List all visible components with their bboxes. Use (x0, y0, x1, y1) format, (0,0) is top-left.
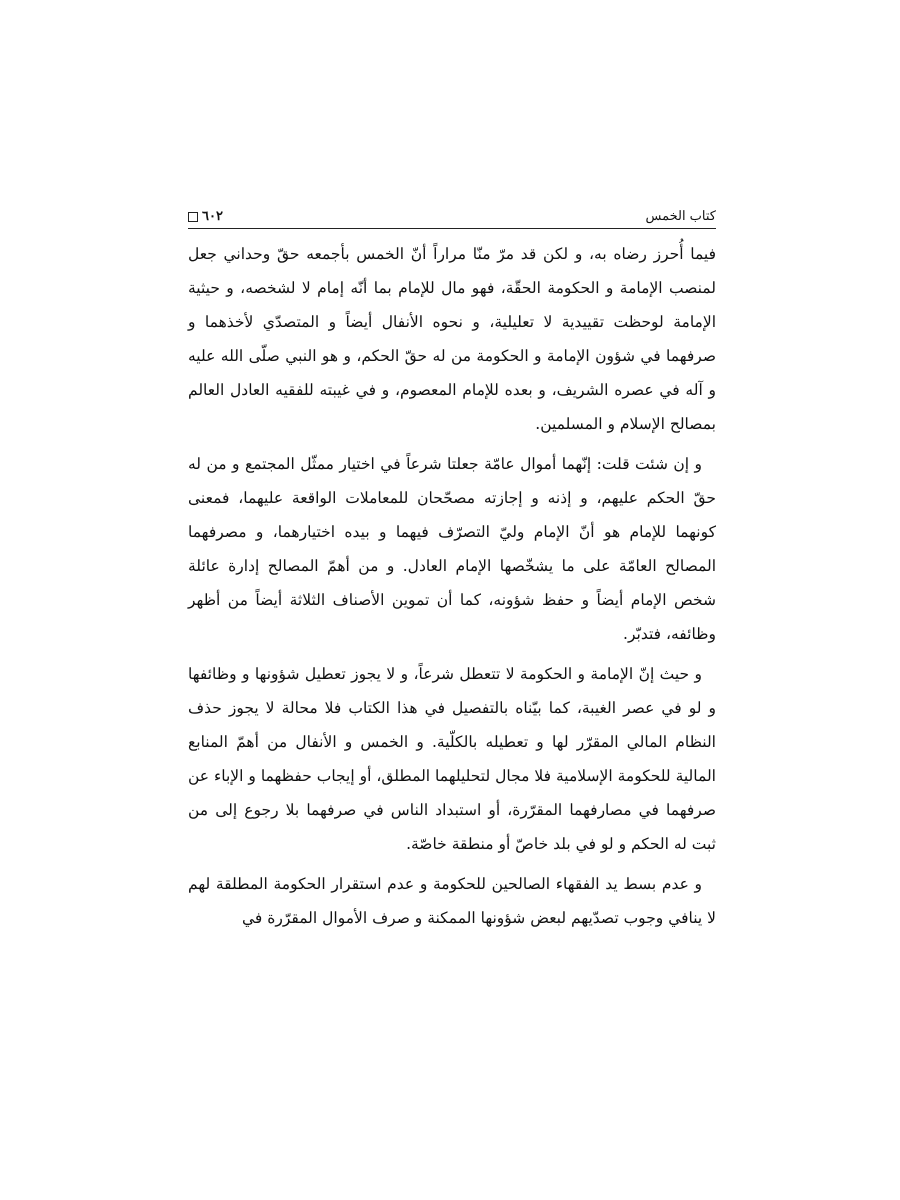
book-page (188, 196, 716, 941)
running-header (188, 196, 716, 229)
square-icon (188, 212, 198, 222)
page-number-text: ٦٠٢ (202, 209, 223, 224)
paragraph: و إن شئت قلت: إنّهما أموال عامّة جعلتا شرعاً في اختيار ممثّل المجتمع و من له حقّ الحكم عليهم، و إذنه و إجازته مصحّحان للمعاملات الواقعة عليهما، فمعنى كونهما للإمام هو أنّ الإمام وليّ التصرّف فيهما و بيده اختيارهما، و مصرفهما المصالح العامّة على ما يشخّصها الإمام العادل. و من أهمّ المصالح إدارة عائلة شخص الإمام أيضاً و حفظ شؤونه، كما أن تموين الأصناف الثلاثة أيضاً من أظهر وظائفه، فتدبّر. (188, 455, 716, 643)
paragraph: و حيث إنّ الإمامة و الحكومة لا تتعطل شرعاً، و لا يجوز تعطيل شؤونها و وظائفها و لو في عصر الغيبة، كما بيّناه بالتفصيل في هذا الكتاب فلا محالة لا يجوز حذف النظام المالي المقرّر لها و تعطيله بالكلّية. و الخمس و الأنفال من أهمّ المنابع المالية للحكومة الإسلامية فلا مجال لتحليلهما المطلق، أو إيجاب حفظهما و الإباء عن صرفهما في مصارفهما المقرّرة، أو استبداد الناس في صرفهما بلا رجوع إلى من ثبت له الحكم و لو في بلد خاصّ أو منطقة خاصّة. (188, 665, 716, 853)
paragraph: و عدم بسط يد الفقهاء الصالحين للحكومة و عدم استقرار الحكومة المطلقة لهم لا ينافي وجوب تصدّيهم لبعض شؤونها الممكنة و صرف الأموال المقرّرة في (188, 875, 716, 927)
body-text (188, 237, 716, 935)
page-number (188, 209, 223, 224)
paragraph: فيما أُحرز رضاه به، و لكن قد مرّ منّا مراراً أنّ الخمس بأجمعه حقّ وحداني جعل لمنصب الإمامة و الحكومة الحقّة، فهو مال للإمام بما أنّه إمام لا لشخصه، و حيثية الإمامة لوحظت تقييدية لا تعليلية، و نحوه الأنفال أيضاً و المتصدّي لأخذهما و صرفهما في شؤون الإمامة و الحكومة من له حقّ الحكم، و هو النبي صلّى الله عليه و آله في عصره الشريف، و بعده للإمام المعصوم، و في غيبته للفقيه العادل العالم بمصالح الإسلام و المسلمين. (188, 245, 716, 433)
book-title: كتاب الخمس (645, 209, 716, 224)
